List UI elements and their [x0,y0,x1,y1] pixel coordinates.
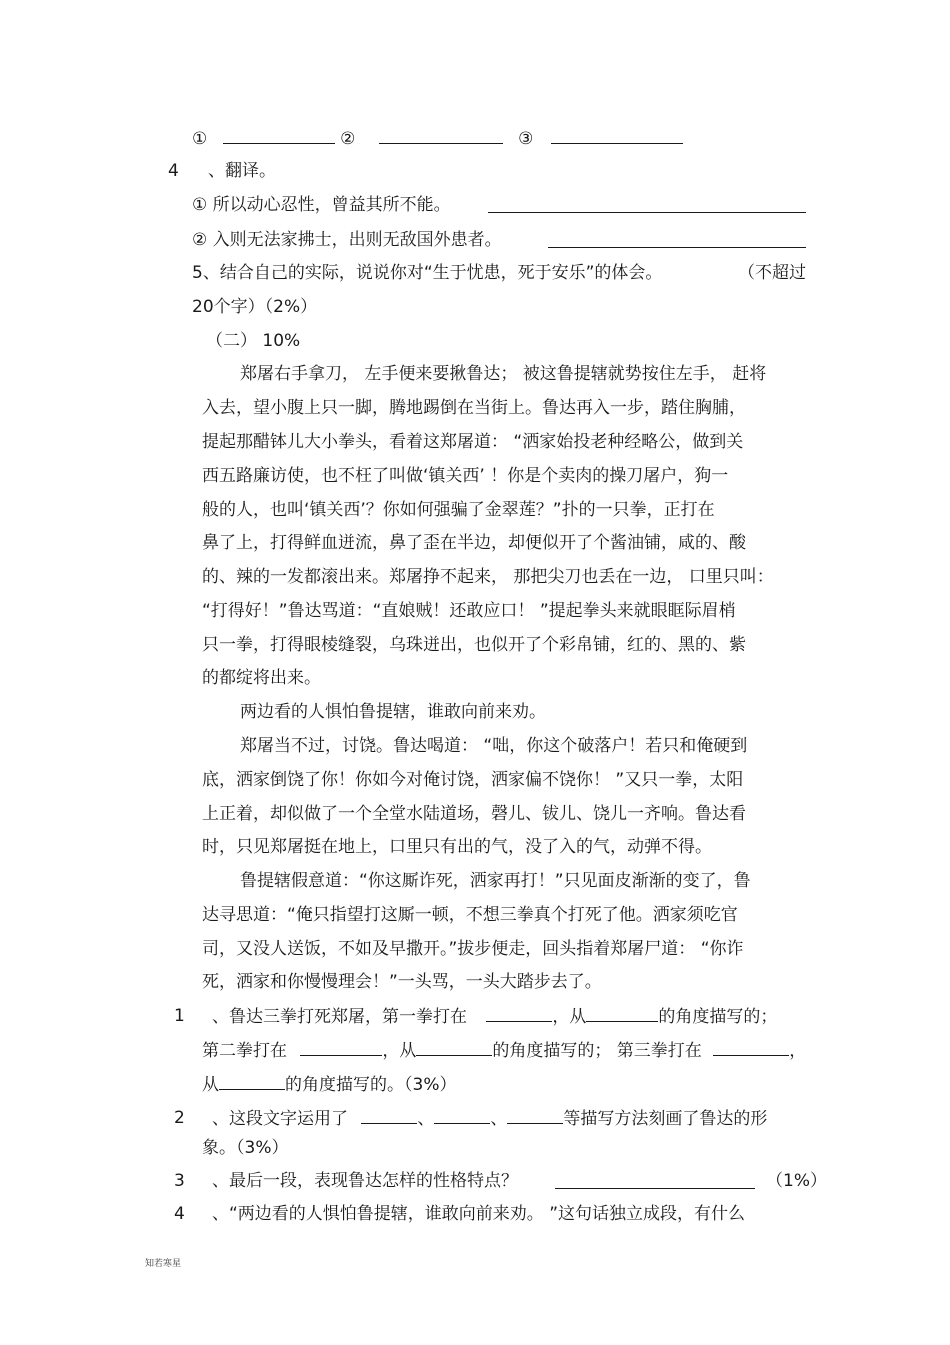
answer-blank [223,127,335,144]
passage-line: 郑屠右手拿刀， 左手便来要揪鲁达； 被这鲁提辖就势按住左手， 赶将 [240,364,767,384]
passage-line: 提起那醋钵儿大小拳头，看着这郑屠道： “洒家始投老种经略公，做到关 [202,432,744,452]
passage-line: 郑屠当不过，讨饶。鲁达喝道： “咄，你这个破落户！若只和俺硬到 [240,736,748,756]
question-3-score: （1%） [766,1171,827,1191]
question-number: 4 [168,161,179,181]
question-text: 的角度描写的。（3%） [285,1075,457,1095]
question-text: 、鲁达三拳打死郑屠，第一拳打在 [212,1007,467,1027]
question-text: 、 [417,1109,435,1129]
question-text: 第二拳打在 [202,1041,287,1061]
answer-blank [416,1039,492,1056]
passage-line: 般的人，也叫‘镇关西’？你如何强骗了金翠莲？”扑的一只拳，正打在 [202,500,715,520]
answer-blank [551,127,683,144]
passage-line: 上正着，却似做了一个全堂水陆道场，磬儿、钹儿、饶儿一齐响。鲁达看 [202,804,746,824]
question-text: ，从 [382,1041,417,1061]
question-number: 1 [174,1006,185,1026]
passage-line: 时，只见郑屠挺在地上，口里只有出的气，没了入的气，动弹不得。 [202,837,712,857]
answer-blank [300,1039,382,1056]
page-footer: 知若寒星 [145,1259,182,1269]
passage-line: 两边看的人惧怕鲁提辖，谁敢向前来劝。 [240,702,546,722]
answer-blank [713,1039,789,1056]
blank-marker-2: ② [340,129,356,149]
question-text: 、 [490,1109,508,1129]
answer-blank [434,1107,490,1124]
passage-line: 鼻了上，打得鲜血迸流，鼻了歪在半边，却便似开了个酱油铺，咸的、酸 [202,533,746,553]
answer-blank [488,196,806,213]
question-number: 3 [174,1171,185,1191]
question-4-line: 、“两边看的人惧怕鲁提辖，谁敢向前来劝。 ”这句话独立成段，有什么 [212,1204,746,1224]
question-3-line [212,1170,518,1192]
answer-blank [555,1172,755,1189]
passage-line: 西五路廉访使，也不枉了叫做‘镇关西’ ！你是个卖肉的操刀屠户，狗一 [202,466,729,486]
passage-line: 只一拳，打得眼棱缝裂，乌珠迸出，也似开了个彩帛铺，红的、黑的、紫 [202,635,746,655]
question-text: ，从 [552,1007,587,1027]
question-5-line1: 5、结合自己的实际，说说你对“生于忧患，死于安乐”的体会。 [192,263,663,283]
answer-blank [507,1107,563,1124]
blank-marker-3: ③ [518,129,534,149]
passage-line: 的、辣的一发都滚出来。郑屠挣不起来， 那把尖刀也丢在一边， 口里只叫： [202,567,774,587]
answer-blank [361,1107,417,1124]
section-header: （二） 10% [206,331,301,351]
question-text: 等描写方法刻画了鲁达的形 [563,1109,768,1129]
answer-blank [379,127,503,144]
question-text: 从 [202,1075,219,1095]
question-1-line2 [202,1039,806,1062]
translate-item-text: ② 入则无法家拂士，出则无敌国外患者。 [192,230,502,250]
passage-line: 死，洒家和你慢慢理会！”一头骂，一头大踏步去了。 [202,972,602,992]
translate-item-2 [192,229,502,251]
passage-line: 底，洒家倒饶了你！你如今对俺讨饶，洒家偏不饶你！ ”又只一拳，太阳 [202,770,744,790]
answer-blank [586,1005,658,1022]
translate-item-1 [192,194,451,216]
blank-marker-1: ① [192,129,208,149]
question-number: 4 [174,1204,185,1224]
passage-line: 的都绽将出来。 [202,668,321,688]
answer-blanks-row [192,127,683,150]
question-text: 的角度描写的； 第三拳打在 [492,1041,702,1061]
translate-item-text: ① 所以动心忍性，曾益其所不能。 [192,195,451,215]
question-text: 、最后一段，表现鲁达怎样的性格特点？ [212,1171,518,1191]
answer-blank [486,1005,552,1022]
question-title: 、翻译。 [208,161,276,181]
question-1-line1 [212,1005,777,1028]
question-number: 2 [174,1108,185,1128]
question-text: 的角度描写的； [658,1007,778,1027]
answer-blank [548,231,806,248]
passage-line: 达寻思道：“俺只指望打这厮一顿，不想三拳真个打死了他。洒家须吃官 [202,905,738,925]
passage-line: 司，又没人送饭，不如及早撒开。”拔步便走，回头指着郑屠尸道： “你诈 [202,939,744,959]
question-5-line2: 20个字）（2%） [192,297,318,317]
passage-line: “打得好！”鲁达骂道：“直娘贼！还敢应口！ ”提起拳头来就眼眶际眉梢 [202,601,736,621]
passage-line: 鲁提辖假意道：“你这厮诈死，洒家再打！”只见面皮渐渐的变了，鲁 [240,871,751,891]
question-1-line3 [202,1073,456,1096]
passage-line: 入去，望小腹上只一脚，腾地踢倒在当街上。鲁达再入一步，踏住胸脯， [202,398,746,418]
question-2-line2: 象。（3%） [202,1138,289,1158]
question-2-line1 [212,1107,767,1130]
answer-blank [219,1073,285,1090]
question-text: 、这段文字运用了 [212,1109,348,1129]
question-text: ， [789,1041,807,1061]
question-5-line1-tail: （不超过 [738,263,806,283]
